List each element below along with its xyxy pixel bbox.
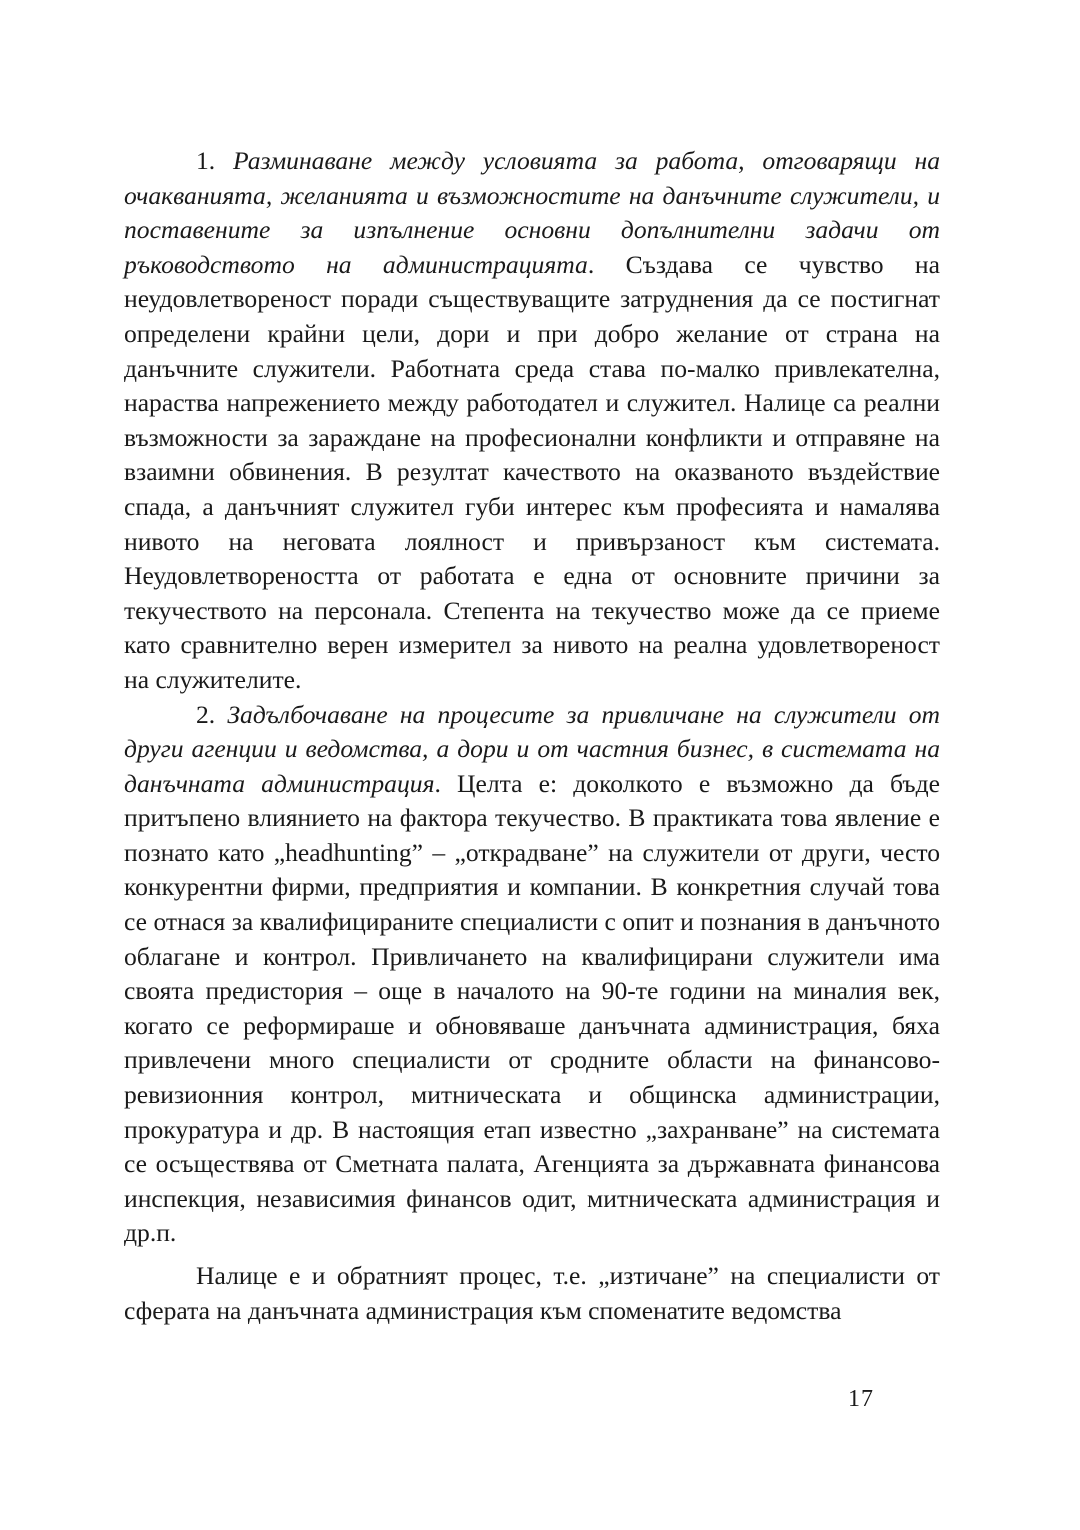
- paragraph-2: [124, 698, 940, 1252]
- paragraph-3-body: Налице е и обратният процес, т.е. „изтичане” на специалисти от сферата на данъчната администрация към споменатите ведомства: [124, 1261, 940, 1325]
- paragraph-2-heading: Задълбочаване на процесите за привличане на служители от други агенции и ведомства, а дори и от частния бизнес, в системата на данъчната администрация: [124, 699, 940, 798]
- paragraph-1-body: . Създава се чувство на неудовлетвореност поради съществуващите затруднения да се постигнат определени крайни цели, дори и при добро желание от страна на данъчните служители. Работната среда става по-малко привлекателна, нараства напрежението между работодател и служител. Налице са реални възможности за зараждане на професионални конфликти и отправяне на взаимни обвинения. В резултат качеството на оказваното въздействие спада, а данъчният служител губи интерес към професията и намалява нивото на неговата лоялност и привързаност към системата. Неудовлетвореността от работата е една от основните причини за текучеството на персонала. Степента на текучество може да се приеме като сравнително верен измерител за нивото на реална удовлетвореност на служителите.: [124, 249, 940, 694]
- paragraph-2-body: . Целта е: доколкото е възможно да бъде притъпено влиянието на фактора текучество. В практиката това явление е познато като „headhunting” – „открадване” на служители от други, често конкурентни фирми, предприятия и компании. В конкретния случай това се отнася за квалифицираните специалисти с опит и познания в данъчното облагане и контрол. Привличането на квалифицирани служители има своята предистория – още в началото на 90-те години на миналия век, когато се реформираше и обновяваше данъчната администрация, бяха привлечени много специалисти от сродните области на финансово-ревизионния контрол, митническата и общинска администрации, прокуратура и др. В настоящия етап известно „захранване” на системата се осъществява от Сметната палата, Агенцията за държавната финансова инспекция, независимия финансов одит, митническата администрация и др.п.: [124, 768, 940, 1248]
- paragraph-3: [124, 1259, 940, 1328]
- paragraph-1: [124, 144, 940, 698]
- page-number: 17: [848, 1386, 874, 1412]
- paragraph-1-heading: Разминаване между условията за работа, отговарящи на очакванията, желанията и възможностите на данъчните служители, и поставените за изпълнение основни допълнителни задачи от ръководството на администрацията: [124, 146, 941, 279]
- paragraph-1-number: 1.: [196, 146, 234, 175]
- body-text: [124, 144, 940, 1328]
- paragraph-2-number: 2.: [196, 699, 228, 729]
